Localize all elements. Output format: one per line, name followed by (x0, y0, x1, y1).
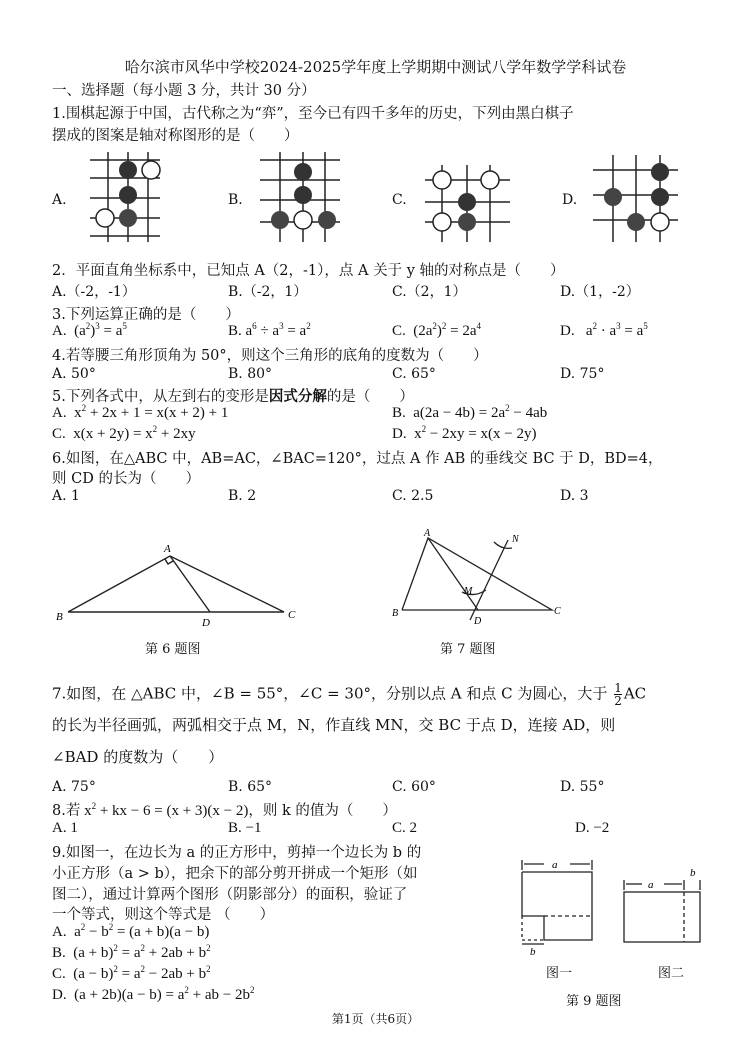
question-9-line3: 图二），通过计算两个图形（阴影部分）的面积，验证了 (52, 887, 408, 903)
q7-option-c: C. 60° (392, 779, 436, 795)
figure-9-label-one: 图一 (546, 966, 573, 981)
question-8: 8.若 $x^2$ + kx − 6 = (x + 3)(x − 2)，则 k 的值为（ ） (52, 801, 397, 819)
fig9-label-a1: a (552, 859, 558, 871)
question-6-line1: 6.如图，在△ABC 中，AB=AC，∠BAC=120°，过点 A 作 AB 的垂线交 BC 于 D，BD=4， (52, 451, 663, 467)
q1-figure-b (255, 150, 345, 245)
q1-option-d-label: D. (562, 192, 578, 208)
q7-option-a: A. 75° (52, 779, 96, 795)
fig9-label-b2: b (690, 867, 696, 879)
q8-option-b: B. −1 (228, 820, 262, 836)
figure-9-caption: 第 9 题图 (566, 994, 622, 1009)
q4-option-a: A. 50° (52, 366, 96, 382)
fig9-label-a2: a (648, 879, 654, 891)
page-footer: 第1页（共6页） (331, 1012, 420, 1026)
figure-6-caption: 第 6 题图 (145, 642, 201, 657)
q1-figure-a (80, 150, 170, 245)
q5-option-c: C. $x(x + 2y) = x^2 + 2xy$ (52, 424, 196, 442)
q5-option-b: B. $a(2a - 4b) = 2a^2 - 4ab$ (392, 403, 548, 421)
q2-option-a: A.（-2，-1） (52, 284, 136, 300)
q6-option-a: A. 1 (52, 488, 80, 504)
fig6-point-b: B (56, 611, 63, 623)
fig6-point-d: D (202, 617, 210, 629)
question-1-line2: 摆成的图案是轴对称图形的是（ ） (52, 128, 299, 144)
q2-option-b: B.（-2，1） (228, 284, 308, 300)
exam-title: 哈尔滨市风华中学校2024-2025学年度上学期期中测试八学年数学学科试卷 (124, 58, 627, 76)
q7-fraction: $\frac{1}{2}$ (614, 681, 622, 708)
q4-option-c: C. 65° (392, 366, 436, 382)
q7-option-d: D. 55° (560, 779, 605, 795)
q8-equation: $x^2$ + kx − 6 = (x + 3)(x − 2) (80, 801, 249, 819)
q5-option-d: D. $x^2 - 2xy = x(x - 2y)$ (392, 424, 537, 442)
q4-option-b: B. 80° (228, 366, 273, 382)
q1-option-b-label: B. (228, 192, 243, 208)
q9-option-c: C. $(a - b)^2 = a^2 - 2ab + b^2$ (52, 964, 211, 982)
figure-9 (512, 852, 722, 964)
q9-option-b: B. $(a + b)^2 = a^2 + 2ab + b^2$ (52, 943, 211, 961)
q3-option-d: D. $a^2 \cdot a^3 = a^5$ (560, 321, 648, 339)
fig7-point-b: B (392, 608, 399, 619)
question-7-line2: 的长为半径画弧，两弧相交于点 M，N，作直线 MN，交 BC 于点 D，连接 AD，则 (52, 716, 616, 734)
question-4: 4.若等腰三角形顶角为 50°，则这个三角形的底角的度数为（ ） (52, 348, 488, 364)
q6-option-c: C. 2.5 (392, 488, 434, 504)
q2-option-c: C.（2，1） (392, 284, 467, 300)
fig7-point-a: A (424, 528, 431, 539)
question-9-line1: 9.如图一，在边长为 a 的正方形中，剪掉一个边长为 b 的 (52, 845, 422, 861)
q9-option-d: D. $(a + 2b)(a - b) = a^2$ + ab − $2b^2$ (52, 985, 255, 1003)
question-1-line1: 1.围棋起源于中国，古代称之为“弈”，至今已有四千多年的历史，下列由黑白棋子 (52, 106, 574, 122)
q1-figure-d (588, 150, 683, 245)
fig6-point-a: A (164, 543, 171, 555)
q4-option-d: D. 75° (560, 366, 605, 382)
q1-figure-c (420, 150, 515, 245)
question-7-line1: 7.如图，在 △ABC 中，∠B = 55°，∠C = 30°，分别以点 A 和点 C 为圆心，大于 $\frac{1}{2}$ AC (52, 681, 647, 708)
q9-option-a: A. $a^2 - b^2 = (a + b)(a - b)$ (52, 922, 210, 940)
figure-7-caption: 第 7 题图 (440, 642, 496, 657)
fig9-label-b1: b (530, 946, 536, 958)
section-heading: 一、选择题（每小题 3 分，共计 30 分） (52, 83, 316, 99)
question-7-line3: ∠BAD 的度数为（ ） (52, 748, 224, 766)
q7-option-b: B. 65° (228, 779, 273, 795)
q8-option-d: D. −2 (575, 820, 610, 836)
figure-9-label-two: 图二 (658, 966, 685, 981)
fig6-point-c: C (288, 609, 296, 621)
question-9-line4: 一个等式，则这个等式是 （ ） (52, 907, 275, 923)
fig7-point-m: M (464, 586, 473, 597)
q2-option-d: D.（1，-2） (560, 284, 640, 300)
q8-option-a: A. 1 (52, 820, 78, 836)
fig7-point-n: N (512, 534, 519, 545)
question-5: 5.下列各式中，从左到右的变形是因式分解的是（ ） (52, 388, 414, 405)
question-6-line2: 则 CD 的长为（ ） (52, 471, 200, 487)
q1-option-c-label: C. (392, 192, 407, 208)
figure-7 (390, 528, 570, 633)
question-9-line2: 小正方形（a > b），把余下的部分剪开拼成一个矩形（如 (52, 866, 418, 882)
fig7-point-d: D (474, 616, 482, 627)
figure-6 (52, 540, 312, 630)
q5-option-a: A. $x^2 + 2x + 1 = x(x + 2) + 1$ (52, 403, 229, 421)
question-3: 3.下列运算正确的是（ ） (52, 307, 240, 323)
question-2: 2．平面直角坐标系中，已知点 A（2，-1），点 A 关于 y 轴的对称点是（ ） (52, 263, 565, 279)
q3-option-b: B. $a^6 \div a^3 = a^2$ (228, 321, 311, 339)
fig7-point-c: C (554, 606, 561, 617)
q3-option-a: A. $(a^2)^3 = a^5$ (52, 321, 127, 339)
q1-option-a-label: A. (52, 192, 67, 208)
q3-option-c: C. $(2a^2)^2 = 2a^4$ (392, 321, 482, 339)
q8-option-c: C. 2 (392, 820, 418, 836)
q6-option-b: B. 2 (228, 488, 257, 504)
q6-option-d: D. 3 (560, 488, 589, 504)
